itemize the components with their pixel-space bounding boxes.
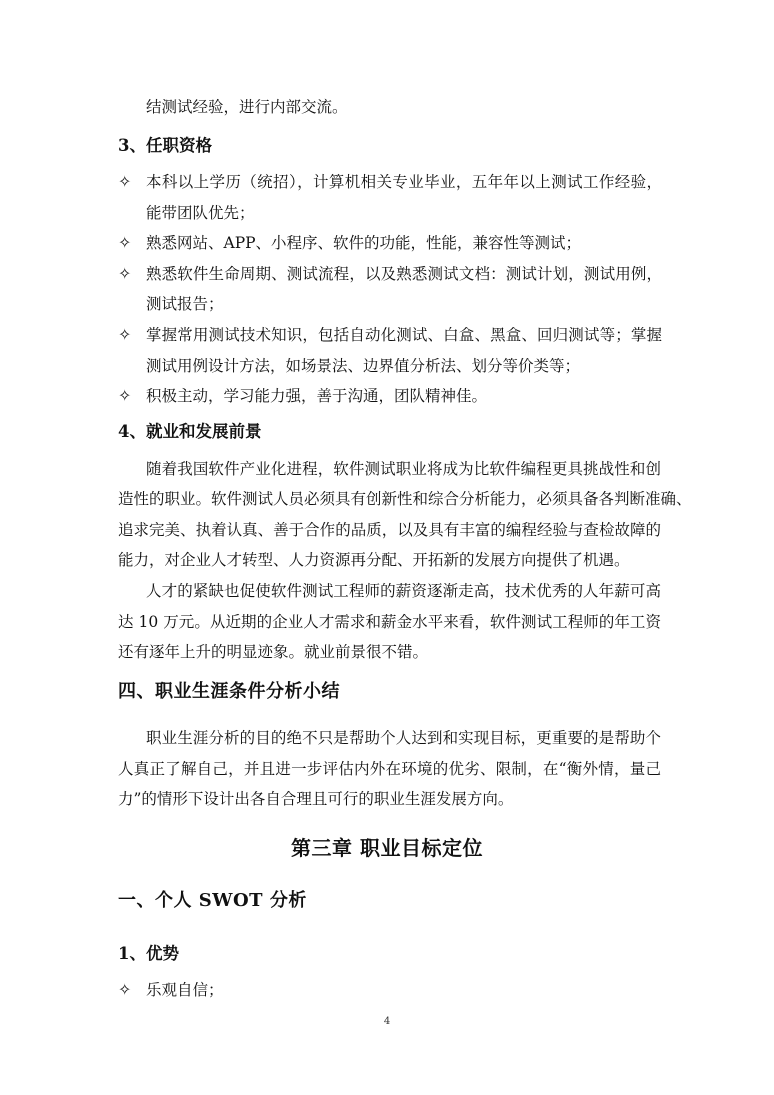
continued-text-line: 结测试经验，进行内部交流。: [146, 98, 348, 116]
chapter-title: 第三章 职业目标定位: [291, 836, 483, 860]
bullet-text-line: 能带团队优先；: [146, 204, 255, 222]
section-heading-qualifications: 3、任职资格: [118, 136, 212, 155]
bullet-icon: ✧: [118, 172, 132, 191]
paragraph-line: 随着我国软件产业化进程，软件测试职业将成为比软件编程更具挑战性和创: [146, 460, 661, 478]
bullet-text-line: 测试报告；: [146, 295, 224, 313]
section-heading-swot: 一、个人 SWOT 分析: [118, 890, 307, 911]
bullet-text-line: 积极主动，学习能力强，善于沟通，团队精神佳。: [146, 387, 488, 405]
paragraph-line: 还有逐年上升的明显迹象。就业前景很不错。: [118, 643, 429, 661]
paragraph-line: 追求完美、执着认真、善于合作的品质，以及具有丰富的编程经验与查检故障的: [118, 521, 661, 539]
bullet-text-line: 熟悉网站、APP、小程序、软件的功能，性能，兼容性等测试；: [146, 234, 582, 252]
bullet-icon: ✧: [118, 325, 132, 344]
bullet-text-line: 熟悉软件生命周期、测试流程，以及熟悉测试文档：测试计划，测试用例，: [146, 265, 662, 283]
bullet-text-line: 掌握常用测试技术知识，包括自动化测试、白盒、黑盒、回归测试等；掌握: [146, 326, 662, 344]
bullet-text-line: 测试用例设计方法，如场景法、边界值分析法、划分等价类等；: [146, 357, 581, 375]
bullet-icon: ✧: [118, 386, 132, 405]
paragraph-line: 达 10 万元。从近期的企业人才需求和薪金水平来看，软件测试工程师的年工资: [118, 613, 661, 631]
paragraph-line: 人真正了解自己，并且进一步评估内外在环境的优劣、限制，在“衡外情，量己: [118, 760, 661, 778]
bullet-icon: ✧: [118, 264, 132, 283]
paragraph-line: 人才的紧缺也促使软件测试工程师的薪资逐渐走高，技术优秀的人年薪可高: [146, 582, 661, 600]
page-number: 4: [383, 1016, 391, 1027]
paragraph-line: 造性的职业。软件测试人员必须具有创新性和综合分析能力，必须具备各判断准确、: [118, 490, 692, 508]
section-heading-prospects: 4、就业和发展前景: [118, 422, 262, 441]
section-heading-summary: 四、职业生涯条件分析小结: [118, 681, 340, 702]
bullet-icon: ✧: [118, 980, 132, 999]
paragraph-line: 力”的情形下设计出各自合理且可行的职业生涯发展方向。: [118, 790, 514, 808]
bullet-text-line: 乐观自信；: [146, 981, 224, 999]
paragraph-line: 能力，对企业人才转型、人力资源再分配、开拓新的发展方向提供了机遇。: [118, 551, 630, 569]
subsection-heading-strengths: 1、优势: [118, 944, 179, 963]
bullet-text-line: 本科以上学历（统招），计算机相关专业毕业，五年年以上测试工作经验，: [146, 173, 662, 191]
paragraph-line: 职业生涯分析的目的绝不只是帮助个人达到和实现目标，更重要的是帮助个: [146, 729, 661, 747]
bullet-icon: ✧: [118, 233, 132, 252]
